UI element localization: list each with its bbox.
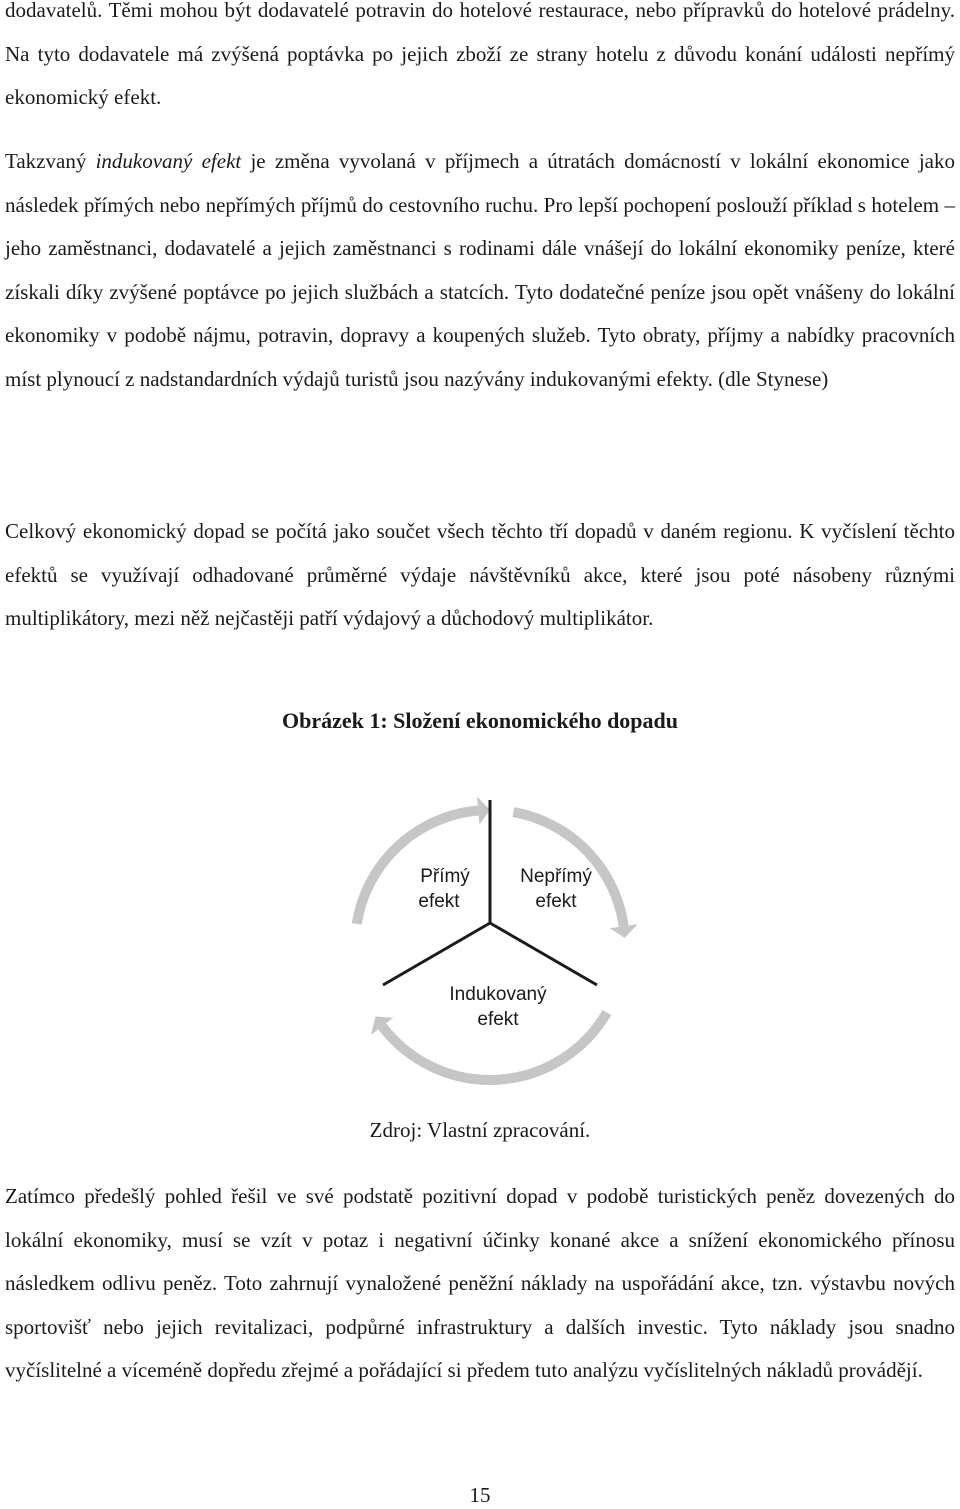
label-direct-effect-1: Přímý bbox=[420, 866, 470, 887]
cycle-arrows bbox=[357, 797, 638, 1080]
paragraph-negative-effects: Zatímco předešlý pohled řešil ve své podstatě pozitivní dopad v podobě turistických peněz dovezených do lokální ekonomiky, musí se vzít v potaz i negativní účinky konané akce a snížení ekonomického přínosu následkem odlivu peněz. Toto zahrnují vynaložené peněžní náklady na uspořádání akce, tzn. výstavbu nových sportovišť nebo jejich revitalizaci, podpůrné infrastruktury a dalších investic. Tyto náklady jsou snadno vyčíslitelné a víceméně dopředu zřejmé a pořádající si předem tuto analýzu vyčíslitelných nákladů provádějí. bbox=[5, 1184, 955, 1383]
divider-left bbox=[383, 923, 490, 985]
paragraph-intro: dodavatelů. Těmi mohou být dodavatelé potravin do hotelové restaurace, nebo přípravků do hotelové prádelny. Na tyto dodavatele má zvýšená poptávka po jejich zboží ze strany hotelu z důvodu konání události nepřímý ekonomický efekt. bbox=[5, 0, 955, 110]
economic-impact-diagram bbox=[335, 780, 645, 1100]
label-direct-effect-2: efekt bbox=[418, 891, 460, 912]
arrow-arc-right-head bbox=[610, 924, 638, 938]
label-induced-effect-1: Indukovaný bbox=[449, 984, 547, 1005]
term-induced-effect: indukovaný efekt bbox=[95, 149, 242, 173]
label-indirect-effect-1: Nepřímý bbox=[520, 866, 592, 887]
label-indirect-effect-2: efekt bbox=[535, 891, 577, 912]
page-number: 15 bbox=[469, 1483, 491, 1507]
label-induced-effect-2: efekt bbox=[477, 1009, 519, 1030]
figure-title: Obrázek 1: Složení ekonomického dopadu bbox=[281, 708, 679, 733]
arrow-arc-top-left-head bbox=[477, 797, 490, 825]
paragraph-induced-effect bbox=[5, 140, 955, 402]
paragraph-lead: Takzvaný bbox=[5, 149, 96, 173]
figure-source: Zdroj: Vlastní zpracování. bbox=[369, 1118, 591, 1142]
paragraph-body: je změna vyvolaná v příjmech a útratách domácností v lokální ekonomice jako následek přímých nebo nepřímých příjmů do cestovního ruchu. Pro lepší pochopení poslouží příklad s hotelem – jeho zaměstnanci, dodavatelé a jejich zaměstnanci s rodinami dále vnášejí do lokální ekonomiky peníze, které získali díky zvýšené poptávce po jejich službách a statcích. Tyto dodatečné peníze jsou opět vnášeny do lokální ekonomiky v podobě nájmu, potravin, dopravy a koupených služeb. Tyto obraty, příjmy a nabídky pracovních míst plynoucí z nadstandardních výdajů turistů jsou nazývány indukovanými efekty. (dle Stynese) bbox=[5, 149, 955, 391]
divider-right bbox=[490, 923, 597, 985]
paragraph-total-impact: Celkový ekonomický dopad se počítá jako součet všech těchto tří dopadů v daném regionu. K vyčíslení těchto efektů se využívají odhadované průměrné výdaje návštěvníků akce, které jsou poté násobeny různými multiplikátory, mezi něž nejčastěji patří výdajový a důchodový multiplikátor. bbox=[5, 519, 955, 631]
